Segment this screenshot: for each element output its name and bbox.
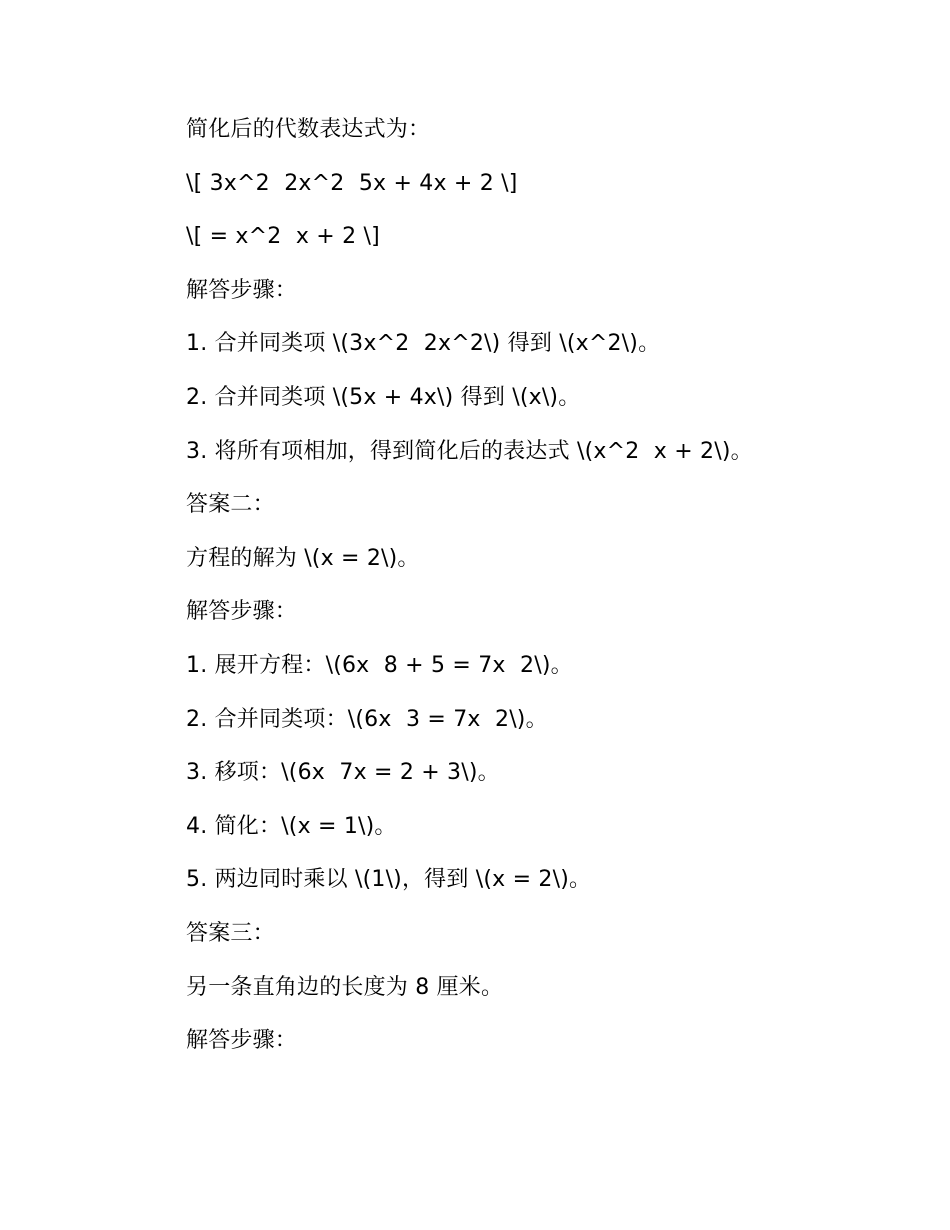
step-line: 3. 移项：\(6x 7x = 2 + 3\)。	[186, 760, 500, 786]
step-line: 1. 合并同类项 \(3x^2 2x^2\) 得到 \(x^2\)。	[186, 331, 661, 357]
answer-three-statement: 另一条直角边的长度为 8 厘米。	[186, 974, 504, 1000]
step-line: 2. 合并同类项：\(6x 3 = 7x 2\)。	[186, 706, 548, 732]
step-line: 3. 将所有项相加，得到简化后的表达式 \(x^2 x + 2\)。	[186, 438, 753, 464]
answer-two-statement: 方程的解为 \(x = 2\)。	[186, 545, 420, 571]
expression-result-line: \[ = x^2 x + 2 \]	[186, 224, 380, 250]
answer-three-heading: 答案三：	[186, 920, 275, 946]
step-line: 2. 合并同类项 \(5x + 4x\) 得到 \(x\)。	[186, 384, 581, 410]
solution-steps-heading: 解答步骤：	[186, 599, 298, 625]
step-line: 4. 简化：\(x = 1\)。	[186, 813, 397, 839]
answer-two-heading: 答案二：	[186, 492, 275, 518]
step-line: 1. 展开方程：\(6x 8 + 5 = 7x 2\)。	[186, 652, 573, 678]
document-body	[186, 110, 886, 1075]
solution-steps-heading: 解答步骤：	[186, 277, 298, 303]
expression-line: \[ 3x^2 2x^2 5x + 4x + 2 \]	[186, 170, 518, 196]
simplified-expression-heading: 简化后的代数表达式为：	[186, 117, 431, 142]
step-line: 5. 两边同时乘以 \(1\)，得到 \(x = 2\)。	[186, 867, 592, 893]
solution-steps-heading: 解答步骤：	[186, 1028, 298, 1054]
